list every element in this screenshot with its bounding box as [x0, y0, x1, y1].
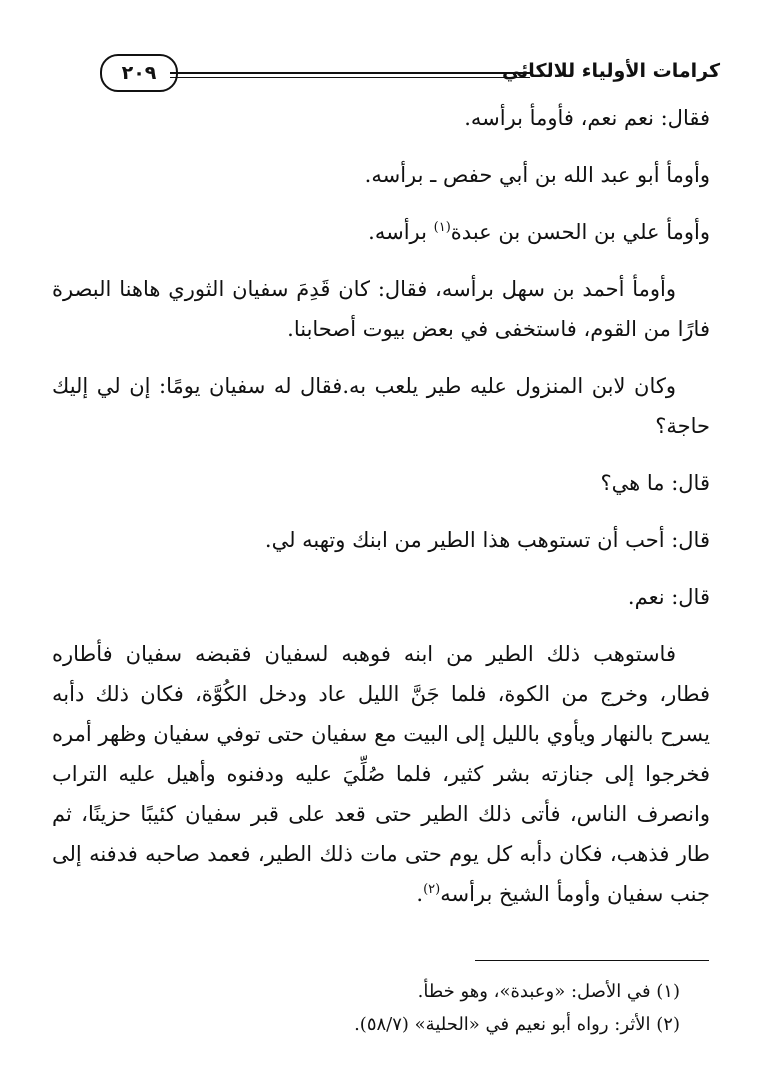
- paragraph: [52, 577, 710, 617]
- running-title: كرامات الأولياء للالكائي: [501, 60, 720, 82]
- paragraph-text-end: .: [416, 882, 424, 906]
- paragraph: [52, 98, 710, 138]
- paragraph-text: فقال: نعم نعم، فأومأ برأسه.: [464, 106, 710, 130]
- paragraph: [52, 634, 710, 914]
- paragraph-text-end: برأسه.: [368, 220, 434, 244]
- paragraph: [52, 463, 710, 503]
- main-text: [52, 98, 710, 931]
- paragraph-text: فاستوهب ذلك الطير من ابنه فوهبه لسفيان فقبضه سفيان فأطاره فطار، وخرج من الكوة، فلما جَنَّ الليل عاد ودخل الكُوَّة، فكان ذلك دأبه يسرح بالنهار ويأوي بالليل إلى البيت مع سفيان حتى توفي سفيان وظهر أمره فخرجوا إلى جنازته بشر كثير، فلما صُلِّيَ عليه ودفنوه وأهيل عليه التراب وانصرف الناس، فأتى ذلك الطير حتى قعد على قبر سفيان كئيبًا حزينًا، ثم طار فذهب، فكان دأبه كل يوم حتى مات ذلك الطير، فعمد صاحبه فدفنه إلى جنب سفيان وأومأ الشيخ برأسه: [52, 642, 710, 906]
- paragraph: [52, 212, 710, 252]
- page-header: [100, 52, 720, 96]
- header-rule: [170, 72, 530, 78]
- paragraph: [52, 155, 710, 195]
- page-number: ٢٠٩: [100, 54, 178, 92]
- paragraph-text: وكان لابن المنزول عليه طير يلعب به.فقال له سفيان يومًا: إن لي إليك حاجة؟: [52, 374, 710, 438]
- footnote: (١) في الأصل: «وعبدة»، وهو خطأ.: [417, 981, 680, 1002]
- footnotes: [52, 975, 680, 1041]
- footnote: (٢) الأثر: رواه أبو نعيم في «الحلية» (٥٨/٧).: [354, 1014, 680, 1035]
- paragraph: [52, 269, 710, 349]
- paragraph: [52, 366, 710, 446]
- paragraph-text: قال: أحب أن تستوهب هذا الطير من ابنك وتهبه لي.: [264, 528, 710, 552]
- paragraph-text: وأومأ أحمد بن سهل برأسه، فقال: كان قَدِمَ سفيان الثوري هاهنا البصرة فارًا من القوم، فاستخفى في بعض بيوت أصحابنا.: [52, 277, 710, 341]
- paragraph: [52, 520, 710, 560]
- paragraph-text: قال: ما هي؟: [600, 471, 710, 495]
- footnote-reference: (٢): [423, 882, 441, 897]
- paragraph-text: وأومأ علي بن الحسن بن عبدة: [450, 220, 710, 244]
- footnote-separator: [475, 960, 709, 961]
- paragraph-text: وأومأ أبو عبد الله بن أبي حفص ـ برأسه.: [364, 163, 710, 187]
- paragraph-text: قال: نعم.: [627, 585, 710, 609]
- footnote-reference: (١): [433, 220, 451, 235]
